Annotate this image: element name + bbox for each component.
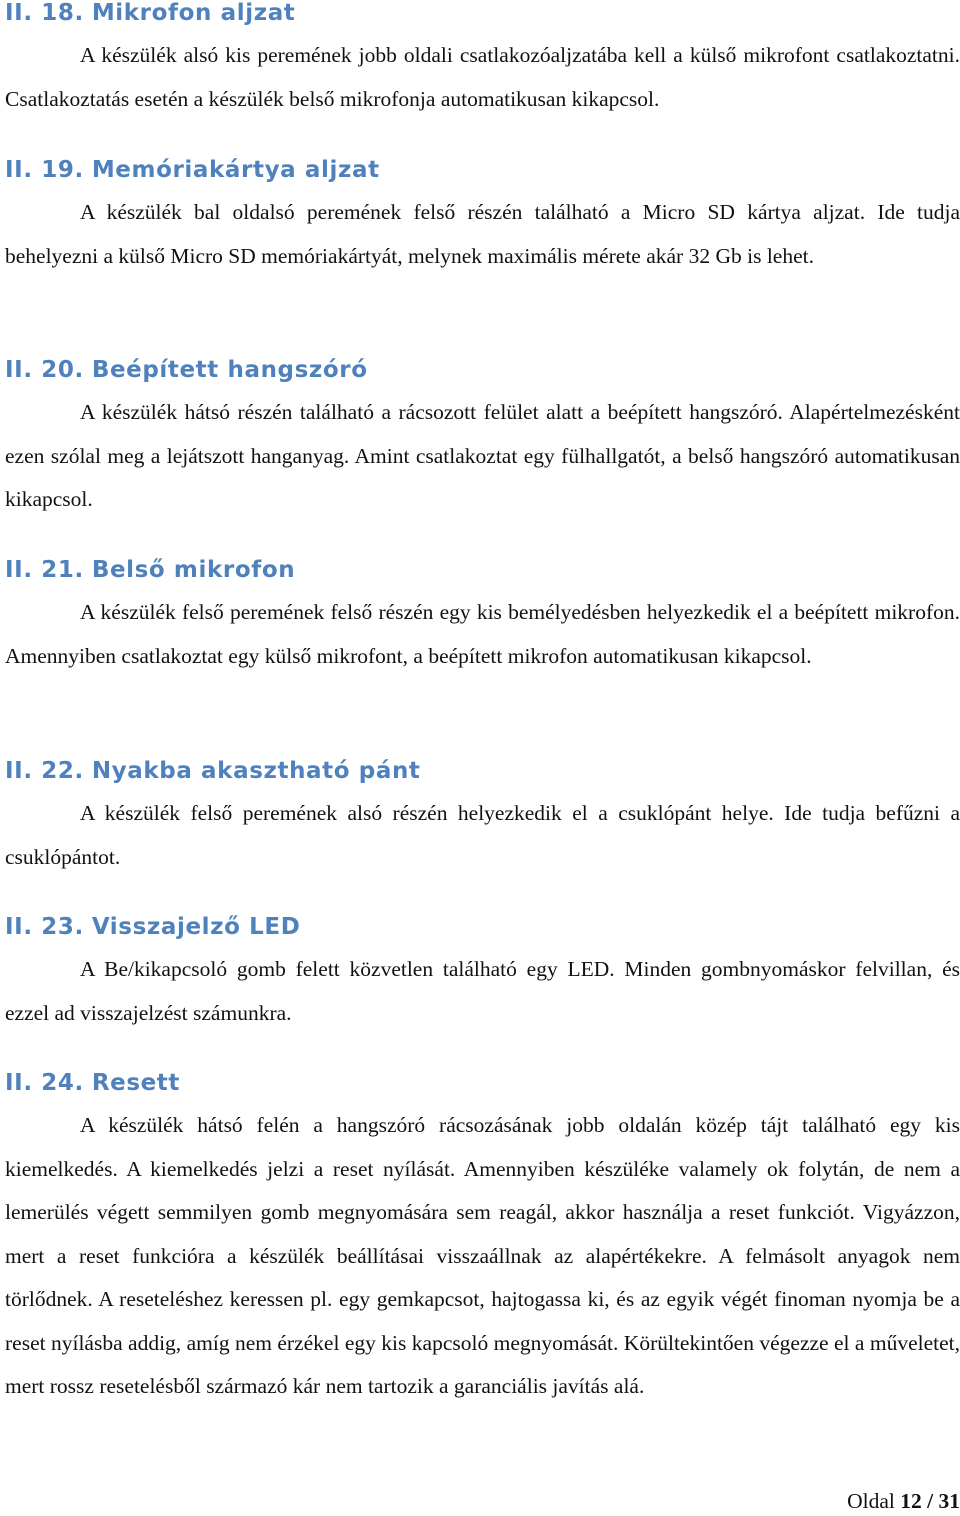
page-label: Oldal: [847, 1489, 895, 1513]
section-heading: [5, 1068, 960, 1098]
section-24: [5, 1068, 960, 1409]
section-body: A készülék hátsó részén található a rácsozott felület alatt a beépített hangszóró. Alapértelmezésként ezen szólal meg a lejátszott hanganyag. Amint csatlakoztat egy fülhallgatót, a belső hangszóró automatikusan kikapcsol.: [5, 391, 960, 522]
section-number: II. 19.: [5, 157, 84, 183]
page-total: 31: [939, 1489, 960, 1513]
section-body: A készülék bal oldalsó peremének felső részén található a Micro SD kártya aljzat. Ide tudja behelyezni a külső Micro SD memóriakártyát, melynek maximális mérete akár 32 Gb is lehet.: [5, 191, 960, 278]
section-heading: [5, 0, 960, 28]
section-number: II. 24.: [5, 1070, 84, 1096]
section-title: Belső mikrofon: [92, 557, 295, 583]
section-body: A készülék felső peremének alsó részén helyezkedik el a csuklópánt helye. Ide tudja befűzni a csuklópántot.: [5, 792, 960, 879]
section-title: Beépített hangszóró: [92, 357, 368, 383]
section-18: [5, 0, 960, 121]
section-23: [5, 912, 960, 1035]
section-title: Visszajelző LED: [92, 914, 301, 940]
section-heading: [5, 756, 960, 786]
section-21: [5, 555, 960, 678]
page-current: 12: [900, 1489, 922, 1513]
section-body: A készülék felső peremének felső részén egy kis bemélyedésben helyezkedik el a beépített mikrofon. Amennyiben csatlakoztat egy külső mikrofont, a beépített mikrofon automatikusan kikapcsol.: [5, 591, 960, 678]
section-title: Memóriakártya aljzat: [92, 157, 380, 183]
section-number: II. 23.: [5, 914, 84, 940]
section-number: II. 20.: [5, 357, 84, 383]
section-heading: [5, 912, 960, 942]
section-heading: [5, 155, 960, 185]
section-title: Nyakba akasztható pánt: [92, 758, 421, 784]
section-heading: [5, 555, 960, 585]
section-number: II. 21.: [5, 557, 84, 583]
section-body: A készülék hátsó felén a hangszóró rácsozásának jobb oldalán közép tájt található egy kis kiemelkedés. A kiemelkedés jelzi a reset nyílását. Amennyiben készüléke valamely ok folytán, de nem a lemerülés végett semmilyen gomb megnyomására sem reagál, akkor használja a reset funkciót. Vigyázzon, mert a reset funkcióra a készülék beállításai visszaállnak az alapértékekre. A felmásolt anyagok nem törlődnek. A reseteléshez keressen pl. egy gemkapcsot, hajtogassa ki, és az egyik végét finoman nyomja be a reset nyílásba addig, amíg nem érzékel egy kis kapcsoló megnyomását. Körültekintően végezze el a műveletet, mert rossz resetelésből származó kár nem tartozik a garanciális javítás alá.: [5, 1104, 960, 1409]
section-body: A készülék alsó kis peremének jobb oldali csatlakozóaljzatába kell a külső mikrofont csatlakoztatni. Csatlakoztatás esetén a készülék belső mikrofonja automatikusan kikapcsol.: [5, 34, 960, 121]
page-separator: /: [927, 1489, 933, 1513]
section-title: Resett: [92, 1070, 180, 1096]
section-body: A Be/kikapcsoló gomb felett közvetlen található egy LED. Minden gombnyomáskor felvillan, és ezzel ad visszajelzést számunkra.: [5, 948, 960, 1035]
section-20: [5, 355, 960, 522]
section-title: Mikrofon aljzat: [92, 0, 296, 26]
section-heading: [5, 355, 960, 385]
section-22: [5, 756, 960, 879]
page-footer: [847, 1486, 960, 1516]
section-number: II. 22.: [5, 758, 84, 784]
section-19: [5, 155, 960, 278]
section-number: II. 18.: [5, 0, 84, 26]
